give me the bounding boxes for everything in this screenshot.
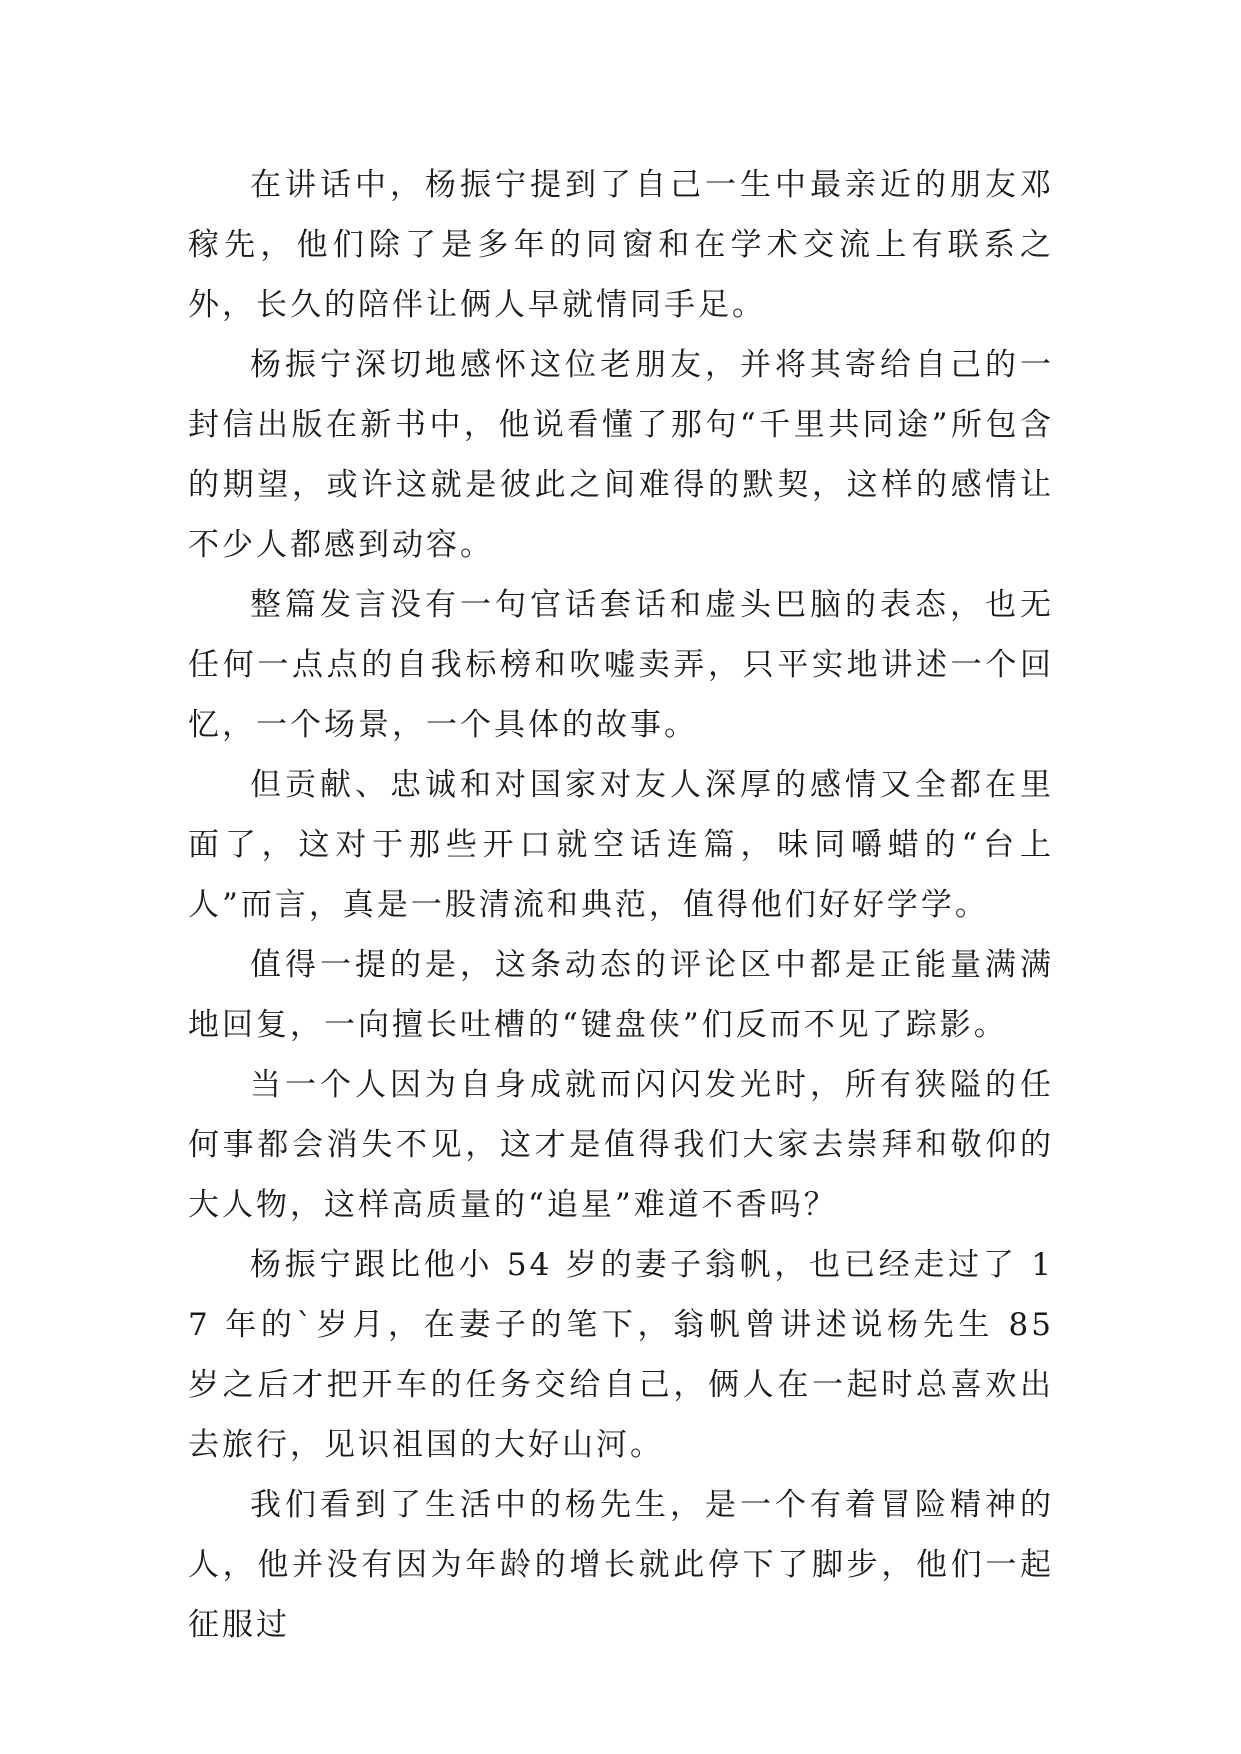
paragraph-7: 杨振宁跟比他小 54 岁的妻子翁帆，也已经走过了 17 年的`岁月，在妻子的笔下，翁帆曾讲述说杨先生 85 岁之后才把开车的任务交给自己，俩人在一起时总喜欢出去旅行，见识祖国的大好山河。 (188, 1247, 1054, 1463)
paragraph-6: 当一个人因为自身成就而闪闪发光时，所有狭隘的任何事都会消失不见，这才是值得我们大家去崇拜和敬仰的大人物，这样高质量的“追星”难道不香吗？ (188, 1067, 1054, 1223)
paragraph-4: 但贡献、忠诚和对国家对友人深厚的感情又全都在里面了，这对于那些开口就空话连篇，味同嚼蜡的“台上人”而言，真是一股清流和典范，值得他们好好学学。 (188, 767, 1054, 923)
paragraph-1: 在讲话中，杨振宁提到了自己一生中最亲近的朋友邓稼先，他们除了是多年的同窗和在学术交流上有联系之外，长久的陪伴让俩人早就情同手足。 (188, 167, 1054, 323)
paragraph-8: 我们看到了生活中的杨先生，是一个有着冒险精神的人，他并没有因为年龄的增长就此停下了脚步，他们一起征服过 (188, 1487, 1054, 1643)
paragraph-3: 整篇发言没有一句官话套话和虚头巴脑的表态，也无任何一点点的自我标榜和吹嘘卖弄，只平实地讲述一个回忆，一个场景，一个具体的故事。 (188, 587, 1054, 743)
paragraph-5: 值得一提的是，这条动态的评论区中都是正能量满满地回复，一向擅长吐槽的“键盘侠”们反而不见了踪影。 (188, 947, 1054, 1043)
paragraph-2: 杨振宁深切地感怀这位老朋友，并将其寄给自己的一封信出版在新书中，他说看懂了那句“千里共同途”所包含的期望，或许这就是彼此之间难得的默契，这样的感情让不少人都感到动容。 (188, 347, 1054, 563)
document-body (188, 155, 1054, 1655)
